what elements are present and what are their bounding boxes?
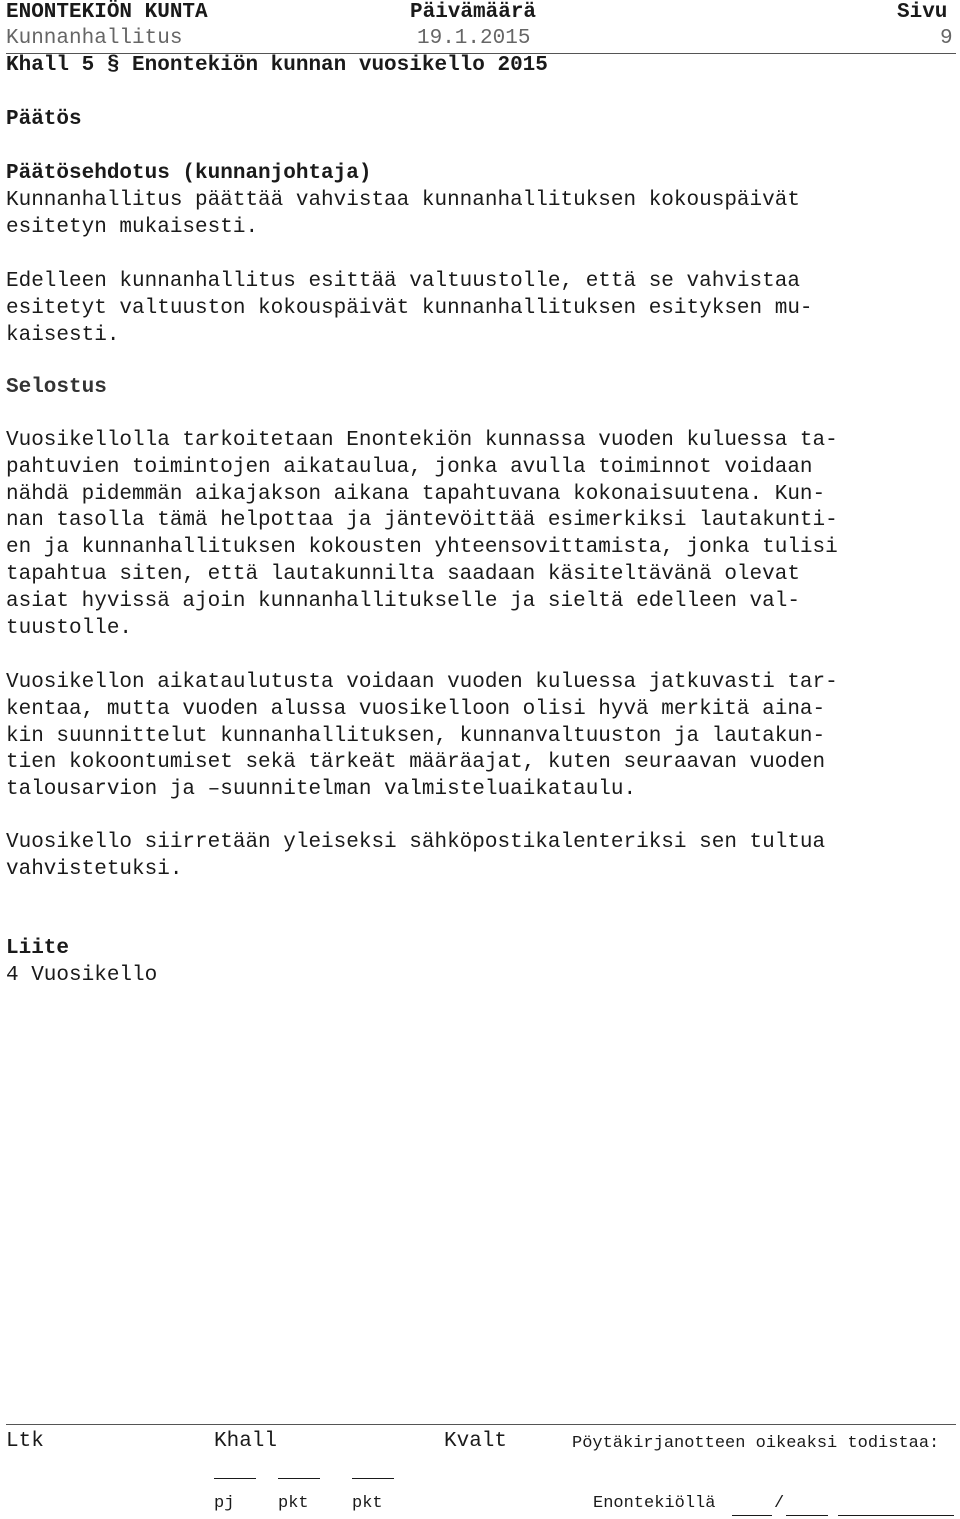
- meeting-date: 19.1.2015: [417, 27, 531, 50]
- footer-pkt-2: pkt: [352, 1494, 383, 1513]
- pkt1-blank-line: [278, 1478, 320, 1479]
- report-paragraph-3: Vuosikello siirretään yleiseksi sähköpostikalenteriksi sen tultua vahvistetuksi.: [6, 831, 826, 881]
- footer-certify: Pöytäkirjanotteen oikeaksi todistaa:: [572, 1434, 940, 1453]
- decision-heading: Päätös: [6, 108, 82, 131]
- footer-divider: [6, 1424, 956, 1425]
- report-paragraph-1: Vuosikellolla tarkoitetaan Enontekiön kunnassa vuoden kuluessa ta- pahtuvien toimintojen aikataulua, jonka avulla toiminnot voidaan nähdä pidemmän aikajakson aikana tapahtuvana kokonaisuutena. Kun- nan tasolla tämä helpottaa ja jäntevöittää esimerkiksi lautakunti- en ja kunnanhallituksen kokousten yhteensovittamista, jonka tulisi tapahtua siten, että lautakunnilta saadaan käsiteltävänä olevat asiat hyvissä ajoin kunnanhallitukselle ja sieltä edelleen val- tuustolle.: [6, 429, 838, 640]
- month-blank-line: [786, 1515, 828, 1516]
- signature-blank-line: [838, 1515, 954, 1516]
- footer-pj: pj: [214, 1494, 235, 1513]
- proposal-heading: Päätösehdotus (kunnanjohtaja): [6, 162, 372, 185]
- date-label: Päivämäärä: [410, 1, 537, 24]
- footer-ltk: Ltk: [6, 1430, 44, 1453]
- pj-blank-line: [214, 1478, 256, 1479]
- footer-slash: /: [774, 1494, 785, 1513]
- report-paragraph-2: Vuosikellon aikataulutusta voidaan vuoden kuluessa jatkuvasti tar- kentaa, mutta vuoden alussa vuosikelloon olisi hyvä merkitä aina- kin suunnittelut kunnanhallituksen, kunnanvaltuuston ja lautakun- tien kokoontumiset sekä tärkeät määräajat, kuten seuraavan vuoden talousarvion ja –suunnitelman valmisteluaikataulu.: [6, 671, 838, 802]
- report-heading: Selostus: [6, 376, 107, 399]
- municipality-name: ENONTEKIÖN KUNTA: [6, 1, 208, 24]
- section-title: Khall 5 § Enontekiön kunnan vuosikello 2015: [6, 54, 548, 77]
- footer-khall: Khall: [214, 1430, 278, 1453]
- page-number: 9: [940, 27, 953, 50]
- pkt2-blank-line: [352, 1478, 394, 1479]
- footer-kvalt: Kvalt: [444, 1430, 508, 1453]
- footer-pkt-1: pkt: [278, 1494, 309, 1513]
- board-name: Kunnanhallitus: [6, 27, 183, 50]
- proposal-paragraph-1: Kunnanhallitus päättää vahvistaa kunnanhallituksen kokouspäivät esitetyn mukaisesti.: [6, 189, 800, 239]
- attachment-item: 4 Vuosikello: [6, 964, 158, 987]
- attachment-heading: Liite: [6, 937, 70, 960]
- proposal-paragraph-2: Edelleen kunnanhallitus esittää valtuustolle, että se vahvistaa esitetyt valtuuston kokouspäivät kunnanhallituksen esityksen mu- kaisesti.: [6, 270, 813, 347]
- page-label: Sivu: [897, 1, 948, 24]
- day-blank-line: [732, 1515, 772, 1516]
- footer-place: Enontekiöllä: [593, 1494, 716, 1513]
